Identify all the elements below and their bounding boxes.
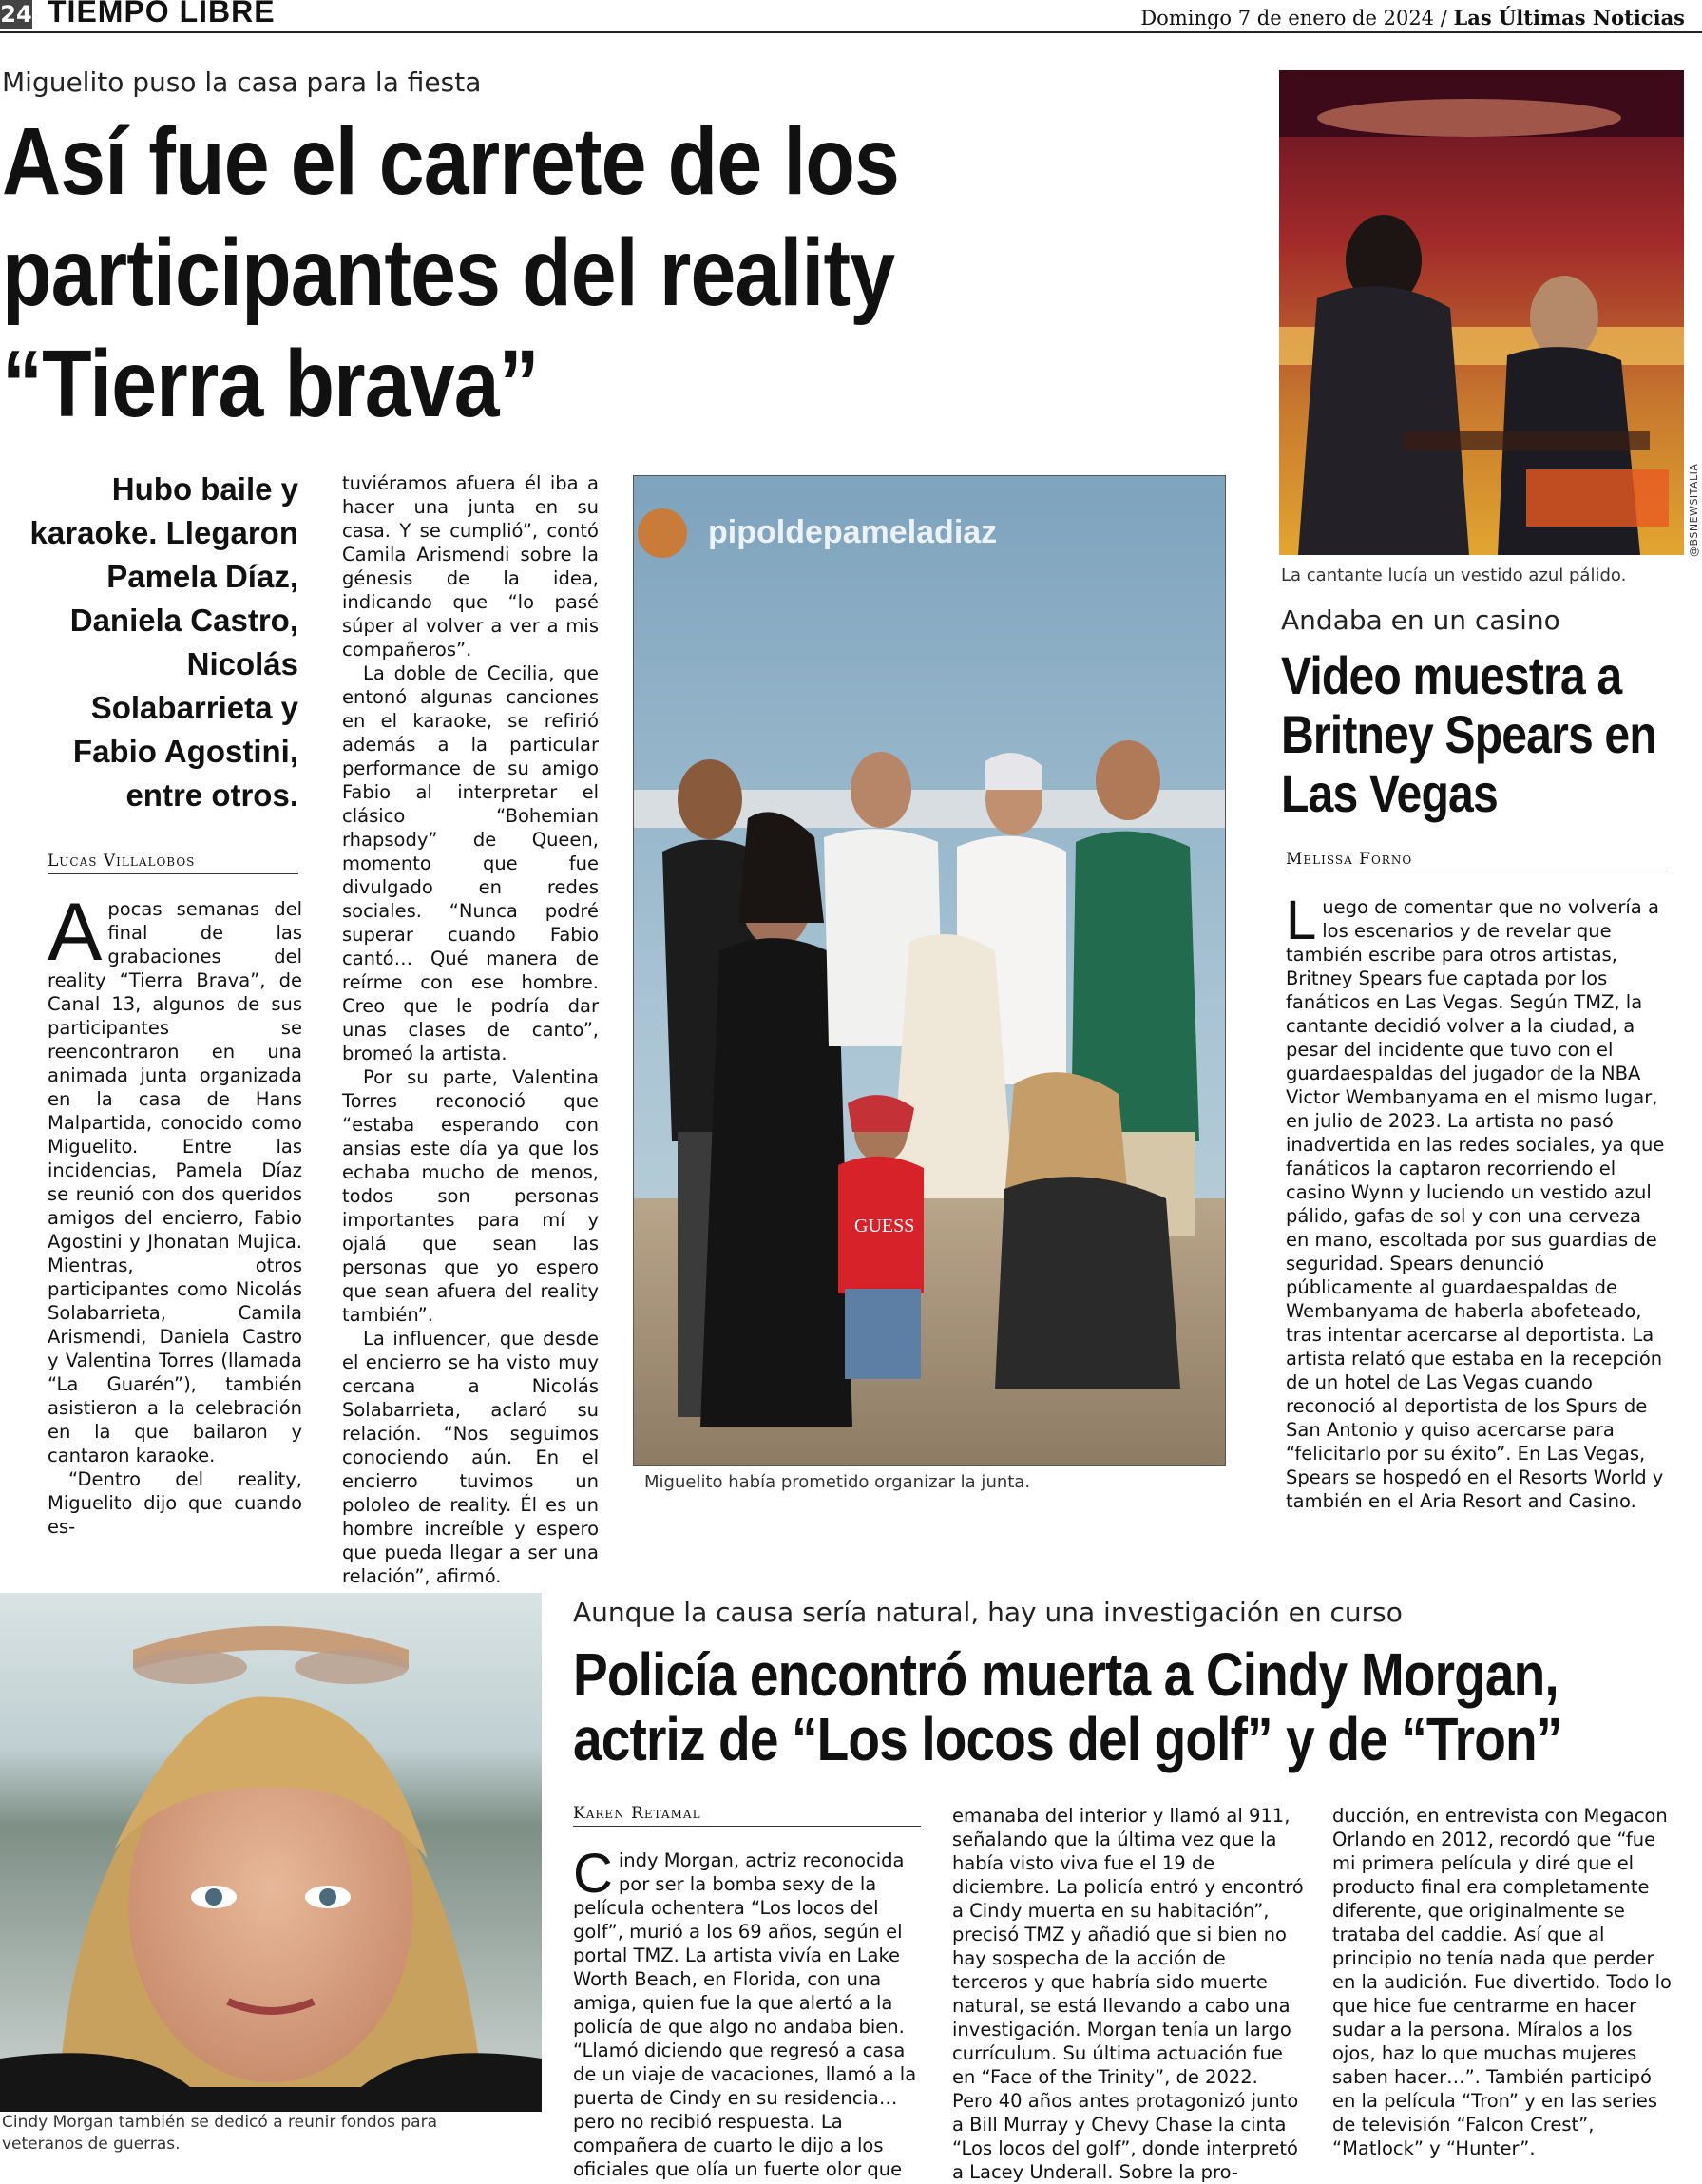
- main-col2-paragraph-3: Por su parte, Valentina Torres reconoció que “estaba esperando con ansias este día ya que los echaba mucho de menos, todos son personas importantes para mí y ojalá que sean las personas que yo espero que sean afuera del reality también”.: [342, 1066, 599, 1326]
- cindy-col3-paragraph: ducción, en entrevista con Megacon Orlando en 2012, recordó que “fue mi primera película y diré que el producto final era completamente diferente, que originalmente se trataba del caddie. Así que al principio no tenía nada que perder en la audición. Fue divertido. Todo lo que hice fue centrarme en hacer sudar a la persona. Míralos a los ojos, haz lo que muchas mujeres saben hacer…”. También participó en la película “Tron” y en las series de televisión “Falcon Crest”, “Matlock” y “Hunter”.: [1332, 1805, 1672, 2159]
- main-story-kicker: Miguelito puso la casa para la fiesta: [2, 67, 482, 98]
- britney-photo: [1279, 70, 1684, 555]
- main-story-headline: [2, 106, 1237, 440]
- main-headline-line-3: “Tierra brava”: [2, 331, 539, 437]
- main-dropcap: A: [48, 887, 103, 978]
- main-story-deck: Hubo baile y karaoke. Llegaron Pamela Díaz, Daniela Castro, Nicolás Solabarrieta y Fabio Agostini, entre otros.: [29, 471, 298, 813]
- cindy-photo-illustration: [0, 1593, 542, 2112]
- cindy-photo-caption: Cindy Morgan también se dedicó a reunir fondos para veteranos de guerras.: [2, 2113, 437, 2154]
- britney-body: [1286, 890, 1668, 1513]
- cindy-col2-paragraph: emanaba del interior y llamó al 911, señalando que la última vez que la había visto viva fue el 19 de diciembre. La policía entró y encontró a Cindy muerta en su habitación”, precisó TMZ y añadió que si bien no hay sospecha de la acción de terceros y que habría sido muerte natural, se está llevando a cabo una investigación. Morgan tenía un largo currículum. Su última actuación fue en “Face of the Trinity”, de 2022. Pero 40 años antes protagonizó junto a Bill Murray y Chevy Chase la cinta “Los locos del golf”, donde interpretó a Lacey Underall. Sobre la pro-: [952, 1805, 1304, 2183]
- cindy-headline: [573, 1642, 1702, 1772]
- cindy-column-3: [1332, 1804, 1676, 2160]
- britney-photo-illustration: [1279, 70, 1684, 555]
- cindy-headline-line-1: Policía encontró muerta a Cindy Morgan,: [573, 1640, 1559, 1709]
- britney-dropcap: L: [1286, 890, 1317, 951]
- group-photo-caption: Miguelito había prometido organizar la junta.: [644, 1472, 1031, 1492]
- britney-headline: [1281, 646, 1699, 823]
- cindy-photo: [0, 1593, 542, 2112]
- main-col1-paragraph-1: [48, 887, 302, 1467]
- main-col2-paragraph-4: La influencer, que desde el encierro se ha visto muy cercana a Nicolás Solabarrieta, aclaró su relación. “Nos seguimos conociendo aún. En el encierro tuvimos un pololeo de reality. Él es un hombre increíble y espero que pueda llegar a ser una relación”, afirmó.: [342, 1328, 599, 1587]
- dateline: [1140, 6, 1685, 30]
- section-title: TIEMPO LIBRE: [48, 0, 276, 29]
- group-photo-illustration: [634, 476, 1225, 1465]
- britney-kicker: Andaba en un casino: [1281, 604, 1560, 636]
- britney-text: uego de comentar que no volvería a los escenarios y de revelar que también escribe para otros artistas, Britney Spears fue captada por los fanáticos en Las Vegas. Según TMZ, la cantante decidió volver a la ciudad, a pesar del incidente que tuvo con el guardaespaldas del jugador de la NBA Victor Wembanyama en el mismo lugar, en julio de 2023. La artista no pasó inadvertida en las redes sociales, ya que fanáticos la captaron recorriendo el casino Wynn y luciendo un vestido azul pálido, gafas de sol y con una cerveza en mano, escoltada por sus guardias de seguridad. Spears denunció públicamente al guardaespaldas de Wembanyama de haberla abofeteado, tras intentar acercarse al deportista. La artista relató que estaba en la recepción de un hotel de Las Vegas cuando reconoció al deportista de los Spurs de San Antonio y quiso acercarse para “felicitarlo por su éxito”. En Las Vegas, Spears se hospedó en el Resorts World y también en el Aria Resort and Casino.: [1286, 896, 1665, 1512]
- photo-shirt-text: GUESS: [854, 1216, 915, 1236]
- cindy-byline: Karen Retamal: [573, 1804, 921, 1827]
- britney-headline-line-1: Video muestra a: [1281, 645, 1622, 705]
- main-col1-text: pocas semanas del final de las grabaciones del reality “Tierra Brava”, de Canal 13, algunos de sus participantes se reencontraron en una animada junta organizada en la casa de Hans Malpartida, conocido como Miguelito. Entre las incidencias, Pamela Díaz se reunió con dos queridos amigos del encierro, Fabio Agostini y Jhonatan Mujica. Mientras, otros participantes como Nicolás Solabarrieta, Camila Arismendi, Daniela Castro y Valentina Torres (llamada “La Guarén”), también asistieron a la celebración en la que bailaron y cantaron karaoke.: [48, 898, 302, 1466]
- main-headline-line-1: Así fue el carrete de los: [2, 108, 900, 215]
- page-number: 24: [0, 1, 32, 28]
- newspaper-name: Las Últimas Noticias: [1453, 6, 1685, 29]
- group-photo: [633, 475, 1226, 1466]
- main-story-byline: Lucas Villalobos: [48, 852, 298, 874]
- britney-paragraph: [1286, 890, 1668, 1513]
- main-story-column-2: [342, 471, 599, 1588]
- britney-photo-credit: @BSNEWSITALIA: [1688, 463, 1700, 557]
- issue-date: Domingo 7 de enero de 2024 /: [1140, 7, 1454, 29]
- cindy-column-2: [952, 1804, 1304, 2184]
- britney-photo-caption: La cantante lucía un vestido azul pálido.: [1281, 565, 1627, 585]
- cindy-col1-text: indy Morgan, actriz reconocida por ser la bomba sexy de la película ochentera “Los locos del golf”, murió a los 69 años, según el portal TMZ. La artista vivía en Lake Worth Beach, en Florida, con una amiga, quien fue la que alertó a la policía de que algo no andaba bien. “Llamó diciendo que regresó a casa de un viaje de vacaciones, llamó a la puerta de Cindy en su residencia… pero no recibió respuesta. La compañera de cuarto le dijo a los oficiales que olía un fuerte olor que: [573, 1849, 917, 2180]
- photo-overlay-handle: pipoldepameladiaz: [708, 514, 998, 550]
- cindy-col1-paragraph: [573, 1843, 925, 2181]
- main-story-column-1: [48, 887, 302, 1539]
- cindy-kicker: Aunque la causa sería natural, hay una investigación en curso: [573, 1597, 1403, 1628]
- main-headline-line-2: participantes del reality: [2, 220, 895, 326]
- main-col1-paragraph-2: “Dentro del reality, Miguelito dijo que cuando es-: [48, 1468, 302, 1538]
- header-rule: [0, 31, 1702, 33]
- britney-headline-line-3: Las Vegas: [1281, 763, 1498, 823]
- page-header: [0, 0, 1702, 34]
- cindy-dropcap: C: [573, 1843, 613, 1905]
- main-col2-paragraph-2: La doble de Cecilia, que entonó algunas canciones en el karaoke, se refirió además a la particular performance de su amigo Fabio al interpretar el clásico “Bohemian rhapsody” de Queen, momento que fue divulgado en redes sociales. “Nunca podré superar cuando Fabio cantó… Qué manera de reírme con ese hombre. Creo que le podría dar unas clases de canto”, bromeó la artista.: [342, 662, 599, 1064]
- britney-byline: Melissa Forno: [1286, 850, 1666, 872]
- cindy-headline-line-2: actriz de “Los locos del golf” y de “Tron”: [573, 1705, 1562, 1773]
- cindy-column-1: [573, 1843, 925, 2181]
- britney-headline-line-2: Britney Spears en: [1281, 704, 1656, 764]
- main-col2-paragraph-1: tuviéramos afuera él iba a hacer una junta en su casa. Y se cumplió”, contó Camila Arismendi sobre la génesis de la idea, indicando que “lo pasé súper al volver a ver a mis compañeros”.: [342, 472, 599, 661]
